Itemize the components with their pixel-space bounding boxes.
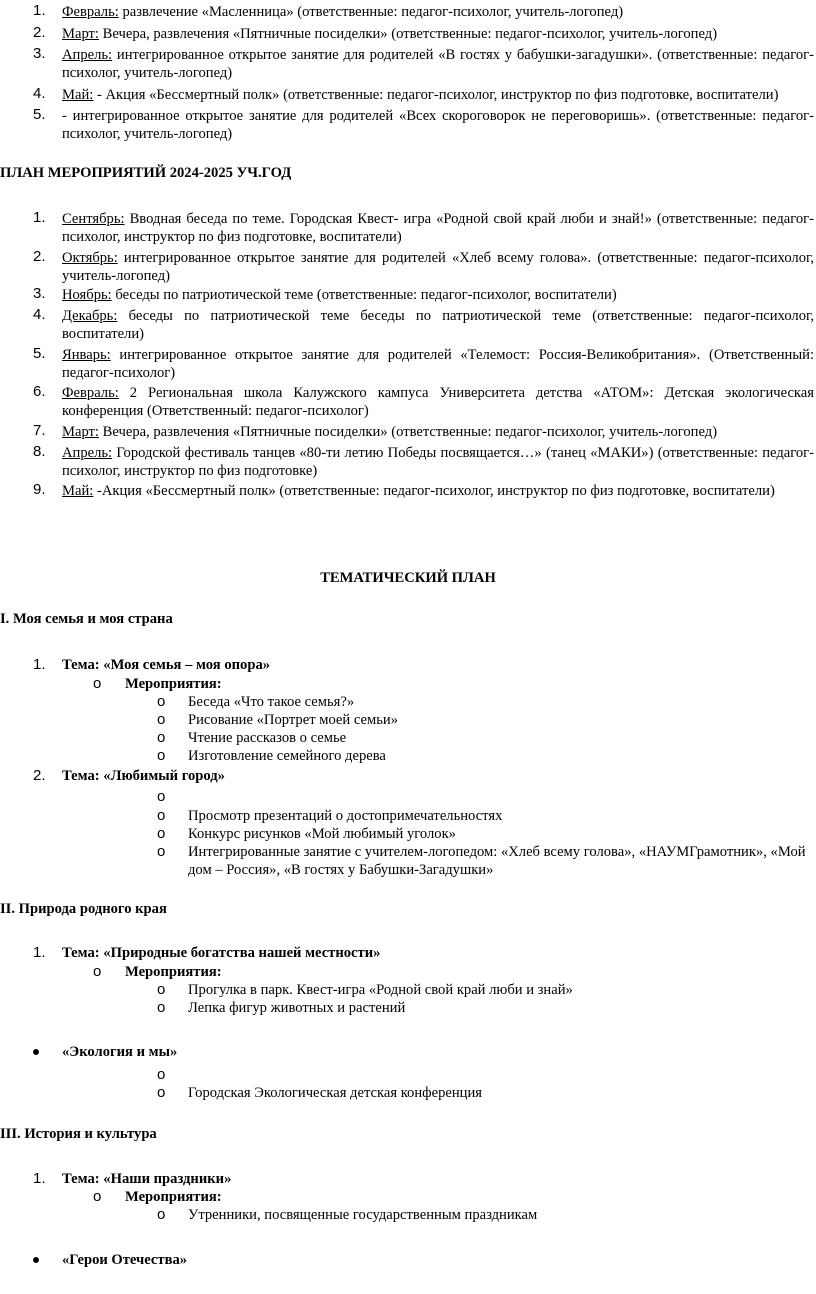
circle-bullet-icon: o [93, 963, 102, 980]
event-item: Рисование «Портрет моей семьи» [188, 712, 398, 728]
list-number: 1. [33, 944, 46, 961]
list-number: 8. [33, 443, 46, 460]
list-item: Март: Вечера, развлечения «Пятничные посиделки» (ответственные: педагог-психолог, учитель-логопед) [62, 424, 718, 440]
circle-bullet-icon: o [157, 1066, 166, 1083]
section-title: III. История и культура [0, 1126, 157, 1142]
events-label: Мероприятия: [125, 676, 222, 692]
list-item: - интегрированное открытое занятие для родителей «Всех скороговорок не переговоришь». (ответственные: педагог-психолог, учитель-логопед) [62, 108, 814, 142]
list-item: Март: Вечера, развлечения «Пятничные посиделки» (ответственные: педагог-психолог, учитель-логопед) [62, 26, 718, 42]
list-item: Май: - Акция «Бессмертный полк» (ответственные: педагог-психолог, инструктор по физ подготовке, воспитатели) [62, 87, 779, 103]
month-label: Апрель: [62, 445, 113, 461]
event-item: Прогулка в парк. Квест-игра «Родной свой край люби и знай» [188, 982, 573, 998]
month-label: Апрель: [62, 47, 113, 63]
list-number: 9. [33, 481, 46, 498]
list-number: 4. [33, 85, 46, 102]
list-item: Декабрь: беседы по патриотической теме беседы по патриотической теме (ответственные: педагог-психолог, воспитатели) [62, 308, 814, 342]
list-item: Октябрь: интегрированное открытое занятие для родителей «Хлеб всему голова». (ответственные: педагог-психолог, учитель-логопед) [62, 250, 814, 284]
circle-bullet-icon: o [157, 807, 166, 824]
circle-bullet-icon: o [157, 711, 166, 728]
list-number: 2. [33, 767, 46, 784]
month-label: Ноябрь: [62, 287, 112, 303]
circle-bullet-icon: o [93, 1188, 102, 1205]
circle-bullet-icon: o [157, 1206, 166, 1223]
event-item: Изготовление семейного дерева [188, 748, 386, 764]
topic-title: Тема: «Природные богатства нашей местности» [62, 945, 381, 961]
circle-bullet-icon: o [157, 843, 166, 860]
circle-bullet-icon: o [157, 981, 166, 998]
list-item: Апрель: интегрированное открытое занятие для родителей «В гостях у бабушки-загадушки». (ответственные: педагог-психолог, учитель-логопед) [62, 47, 814, 81]
events-label: Мероприятия: [125, 1189, 222, 1205]
circle-bullet-icon: o [157, 729, 166, 746]
topic-title: Тема: «Наши праздники» [62, 1171, 232, 1187]
event-item: Беседа «Что такое семья?» [188, 694, 355, 710]
list-number: 3. [33, 45, 46, 62]
bullet-dot-icon [33, 1257, 39, 1263]
list-item: Апрель: Городской фестиваль танцев «80-ти летию Победы посвящается…» (танец «МАКИ») (ответственные: педагог-психолог, инструктор по физ подготовке) [62, 445, 814, 479]
list-number: 1. [33, 2, 46, 19]
event-item: Чтение рассказов о семье [188, 730, 347, 746]
topic-title: «Экология и мы» [62, 1044, 178, 1060]
topic-title: Тема: «Моя семья – моя опора» [62, 657, 271, 673]
event-item: Утренники, посвященные государственным праздникам [188, 1207, 538, 1223]
month-label: Октябрь: [62, 250, 118, 266]
month-label: Декабрь: [62, 308, 118, 324]
topic-title: «Герои Отечества» [62, 1252, 188, 1268]
month-label: Сентябрь: [62, 211, 125, 227]
event-item: Лепка фигур животных и растений [188, 1000, 406, 1016]
event-item: Интегрированные занятие с учителем-логопедом: «Хлеб всему голова», «НАУМГрамотник», «Мой дом – Россия», «В гостях у Бабушки-Загадушки» [188, 844, 806, 878]
month-label: Январь: [62, 347, 111, 363]
list-item: Февраль: развлечение «Масленница» (ответственные: педагог-психолог, учитель-логопед) [62, 4, 624, 20]
circle-bullet-icon: o [157, 999, 166, 1016]
section-title: II. Природа родного края [0, 901, 167, 917]
bullet-dot-icon [33, 1049, 39, 1055]
circle-bullet-icon: o [93, 675, 102, 692]
list-item: Январь: интегрированное открытое занятие для родителей «Телемост: Россия-Великобритания». (Ответственный: педагог-психолог) [62, 347, 814, 381]
list-number: 4. [33, 306, 46, 323]
month-label: Март: [62, 424, 99, 440]
event-item: Городская Экологическая детская конференция [188, 1085, 483, 1101]
event-item: Конкурс рисунков «Мой любимый уголок» [188, 826, 456, 842]
list-number: 2. [33, 248, 46, 265]
list-number: 1. [33, 656, 46, 673]
list-number: 1. [33, 209, 46, 226]
list-item: Май: -Акция «Бессмертный полк» (ответственные: педагог-психолог, инструктор по физ подготовке, воспитатели) [62, 483, 775, 499]
list-item: Сентябрь: Вводная беседа по теме. Городская Квест- игра «Родной свой край люби и знай!» (ответственные: педагог-психолог, инструктор по физ подготовке, воспитатели) [62, 211, 814, 245]
list-item: Февраль: 2 Региональная школа Калужского кампуса Университета детства «АТОМ»: Детская экологическая конференция (Ответственный: педагог-психолог) [62, 385, 814, 419]
list-number: 1. [33, 1170, 46, 1187]
list-item: Ноябрь: беседы по патриотической теме (ответственные: педагог-психолог, воспитатели) [62, 287, 617, 303]
month-label: Март: [62, 26, 99, 42]
month-label: Май: [62, 87, 94, 103]
circle-bullet-icon: o [157, 747, 166, 764]
list-number: 6. [33, 383, 46, 400]
list-number: 5. [33, 106, 46, 123]
month-label: Февраль: [62, 4, 119, 20]
circle-bullet-icon: o [157, 1084, 166, 1101]
event-item: Просмотр презентаций о достопримечательностях [188, 808, 503, 824]
month-label: Май: [62, 483, 94, 499]
list-number: 5. [33, 345, 46, 362]
list-number: 3. [33, 285, 46, 302]
events-label: Мероприятия: [125, 964, 222, 980]
circle-bullet-icon: o [157, 825, 166, 842]
list-number: 2. [33, 24, 46, 41]
plan-heading: ПЛАН МЕРОПРИЯТИЙ 2024-2025 УЧ.ГОД [0, 165, 292, 181]
section-title: I. Моя семья и моя страна [0, 611, 173, 627]
month-label: Февраль: [62, 385, 119, 401]
list-number: 7. [33, 422, 46, 439]
circle-bullet-icon: o [157, 693, 166, 710]
topic-title: Тема: «Любимый город» [62, 768, 225, 784]
circle-bullet-icon: o [157, 788, 166, 805]
thematic-heading: ТЕМАТИЧЕСКИЙ ПЛАН [320, 570, 496, 586]
